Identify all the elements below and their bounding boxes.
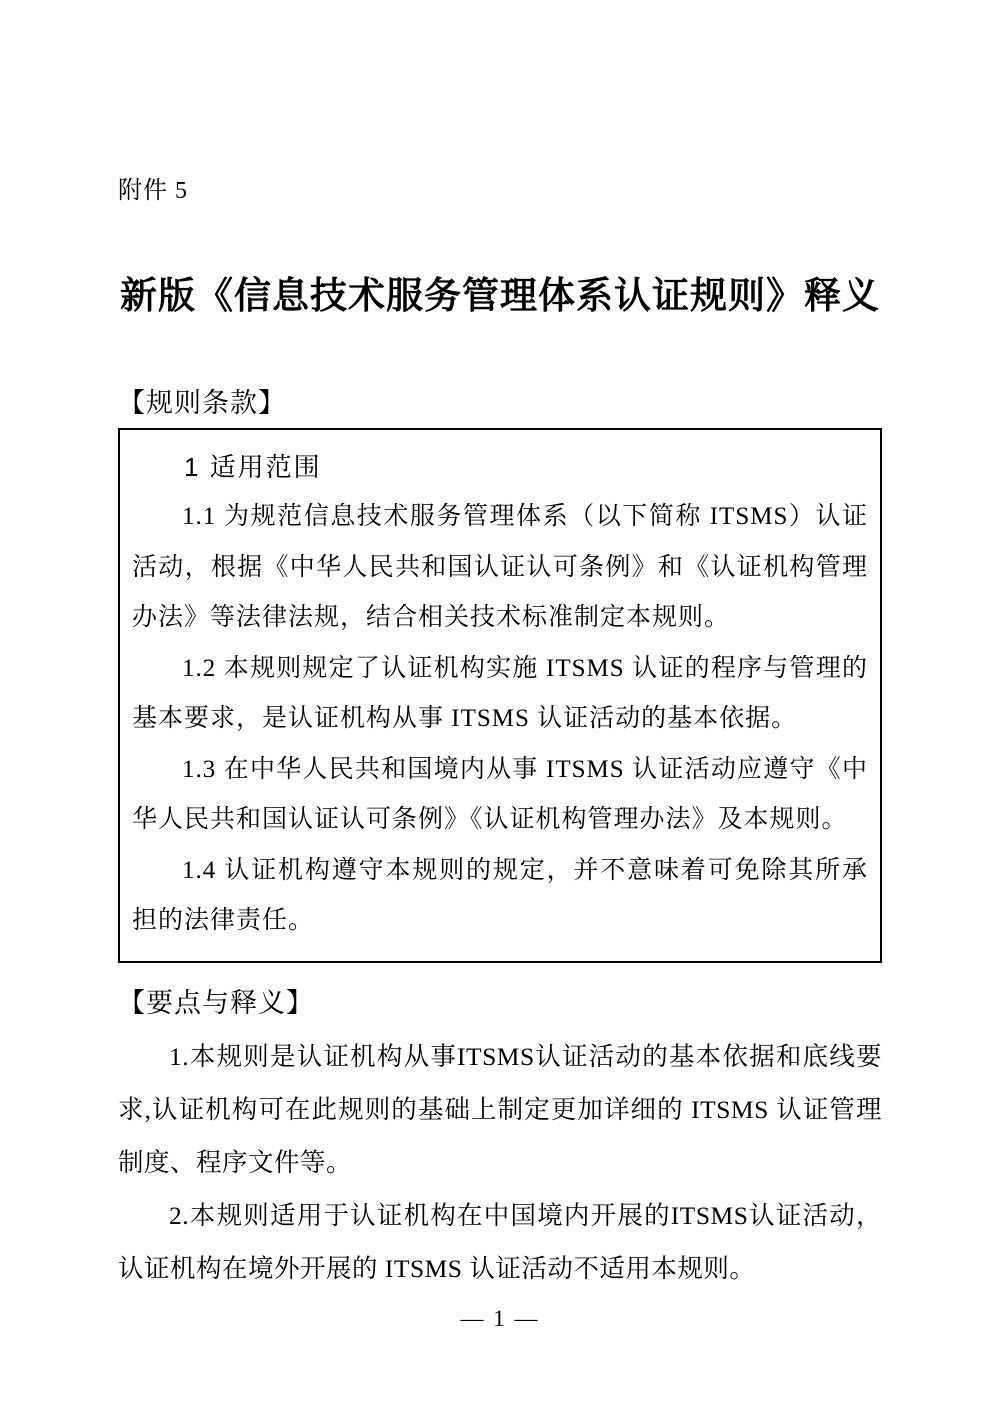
page-title: 新版《信息技术服务管理体系认证规则》释义: [120, 276, 880, 317]
clause-1-3: 1.3 在中华人民共和国境内从事 ITSMS 认证活动应遵守《中华人民共和国认证认可条例》《认证机构管理办法》及本规则。: [132, 755, 868, 833]
interpretation-heading: 【要点与释义】: [118, 987, 314, 1018]
interpretation-paragraph-2: 2.本规则适用于认证机构在中国境内开展的ITSMS认证活动，认证机构在境外开展的 ITSMS 认证活动不适用本规则。: [118, 1200, 882, 1283]
clause-1-1: 1.1 为规范信息技术服务管理体系（以下简称 ITSMS）认证活动，根据《中华人民共和国认证认可条例》和《认证机构管理办法》等法律法规，结合相关技术标准制定本规则。: [132, 503, 868, 631]
rule-clauses-box: [118, 428, 882, 963]
rule-clauses-heading: 【规则条款】: [118, 388, 286, 418]
clause-1-2: 1.2 本规则规定了认证机构实施 ITSMS 认证的程序与管理的基本要求，是认证机构从事 ITSMS 认证活动的基本依据。: [132, 654, 868, 732]
attachment-label: 附件 5: [118, 178, 188, 204]
clause-scope-title: 1 适用范围: [184, 452, 322, 482]
interpretation-paragraph-1: 1.本规则是认证机构从事ITSMS认证活动的基本依据和底线要求,认证机构可在此规则的基础上制定更加详细的 ITSMS 认证管理制度、程序文件等。: [118, 1041, 882, 1177]
clause-1-4: 1.4 认证机构遵守本规则的规定，并不意味着可免除其所承担的法律责任。: [132, 856, 868, 934]
page-number: — 1 —: [460, 1306, 540, 1331]
